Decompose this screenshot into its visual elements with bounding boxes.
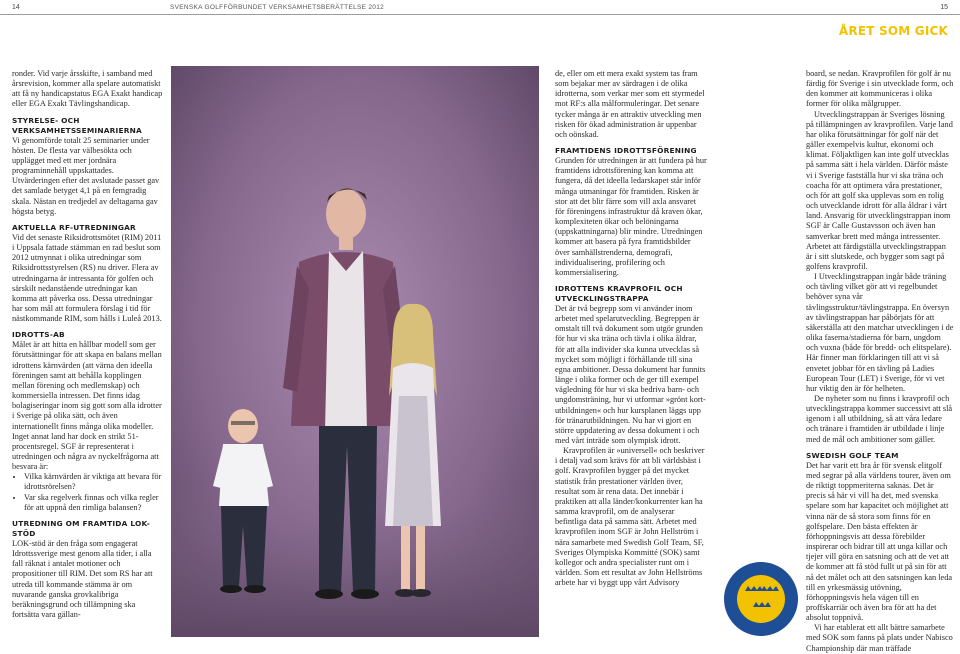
body-paragraph: de, eller om ett mera exakt system tas fram som bejakar mer av särdragen i de olika idrotterna, som verkar mer som ett styrmedel mot RF:s alla målformuleringar. Det senare tycker många är en attraktiv utveckling men risken för ökad administration är uppenbar och oönskad. — [555, 69, 705, 139]
bullet-item: • Vilka kärnvärden är viktiga att bevara för idrottsrörelsen? — [24, 472, 163, 492]
body-paragraph: Utvecklingstrappan är Sveriges lösning på tillämpningen av kravprofilen. Varje land har olika förutsättningar för golf när det gäller exempelvis kultur, ekonomi och klimat. Följaktligen kan inte golf utvecklas på samma sätt i hela världen. Därför måste vi i Sverige fastställa hur vi ska träna och coacha för att optimera våra prestationer, och för att golf ska upplevas som en rolig och utvecklande idrott för alla åldrar i vårt land. Ansvarig för utvecklingstrappan inom SGF är Calle Gustavsson och även han samverkar brett med många intressenter. Arbetet att färdigställa utvecklingstrappan är i sitt slutskede, och bygger som sagt på golfens kravprofil. — [806, 109, 953, 271]
body-paragraph: Vi har etablerat ett allt bättre samarbete med SOK som fanns på plats under Nabisco Championship där man träffade — [806, 623, 953, 653]
body-paragraph: ronder. Vid varje årsskifte, i samband med årsrevision, kommer alla spelare automatiskt att få ny handicapstatus EGA Exakt handicap eller EGA Exakt Tävlingshandicap. — [12, 69, 163, 109]
page-number-left: 14 — [12, 4, 20, 11]
section-heading: SWEDISH GOLF TEAM — [806, 450, 899, 460]
section-heading: IDROTTENS KRAVPROFIL OCH UTVECKLINGSTRAPPA — [555, 283, 683, 303]
section-heading: UTREDNING OM FRAMTIDA LOK-STÖD — [12, 518, 150, 538]
body-paragraph: Vid det senaste Riksidrottsmötet (RIM) 2011 i Uppsala fattade stämman en rad beslut som 2012 utmynnat i olika utredningar som Riksidrottsstyrelsen (RS) nu driver. Flera av utredningarna är intressanta för golfen och särskilt nedanstående utredningar kan komma att påverka oss. Dessa utredningar har som mål att formulera förslag i tid för nästkommande RIM, som hålls i Luleå 2013. — [12, 232, 162, 324]
running-head: SVENSKA GOLFFÖRBUNDET VERKSAMHETSBERÄTTELSE 2012 — [170, 4, 385, 11]
body-paragraph: Grunden för utredningen är att fundera på hur framtidens idrottsförening kan komma att fungera, då det ideella ledarskapet står inför många utmaningar för framtiden. Risken är stor att det blir färre som vill axla ansvaret för föreningens infrastruktur då kraven ökar, komplexiteten ökar och belöningarna (uppskattningarna) blir mindre. Utredningen kommer att basera på fyra framtidsbilder över samhällstrenderna, demografi, individualisering, profilering och kommersialisering. — [555, 156, 707, 277]
section-heading: FRAMTIDENS IDROTTSFÖRENING — [555, 146, 697, 156]
section-heading: AKTUELLA RF-UTREDNINGAR — [12, 222, 136, 232]
text-column-1 — [12, 69, 163, 620]
page-header — [0, 0, 960, 60]
header-rule — [0, 14, 960, 15]
bullet-list — [12, 472, 163, 513]
text-column-2 — [555, 69, 707, 588]
body-paragraph: board, se nedan. Kravprofilen för golf är nu färdig för Sverige i sin utvecklade form, och den kommer att kommuniceras i olika former för olika målgrupper. — [806, 69, 954, 109]
text-column-3 — [806, 69, 954, 654]
section-label: ÅRET SOM GICK — [838, 24, 948, 38]
logo-emblem-icon — [722, 560, 800, 637]
body-paragraph: Målet är att hitta en hållbar modell som ger förutsättningar för att skapa en balans mellan idrottens kärnvärden (att värna den ideella föreningen samt att behålla kopplingen mellan förening och medlemskap) och kommersiella intressen. Det finns idag bolagiseringar inom sig gott som alla idrotter i Sverige på olika sätt, och även internationellt finns många olika modeller. Inget annat land har dock en strikt 51-procentsregel. SGF är representerat i utredningen och några av nyckelfrågorna att besvara är: — [12, 340, 162, 472]
section-heading: IDROTTS-AB — [12, 330, 65, 340]
bullet-item: • Var ska regelverk finnas och vilka regler för att uppnå den rimliga balansen? — [24, 493, 163, 513]
body-paragraph: I Utvecklingstrappan ingår både träning och tävling vilket gör att vi regelbundet behöver syna vår tävlingsstruktur/tävlingstrappa. En översyn av tävlingstrappan har påbörjats för att säkerställa att den matchar utvecklingen i de olika faserna/stadierna för barn, ungdom och vuxna (både för bredd- och elitspelare). Här finner man förklaringen till att vi så envetet jobbar för en tävling på Ladies European Tour (LET) i Sverige, för vi vet hur viktig den är för helheten. — [806, 272, 954, 393]
body-paragraph: LOK-stöd är den fråga som engagerat Idrottssverige mest genom alla tider, i alla fall räknat i antalet motioner och propositioner till RIM. Det som RS har att utreda till kommande stämma är om nuvarande ganska grovkalibriga beräkningsgrund och tillämpning ska fortsätta vara gällan- — [12, 538, 153, 620]
page-number-right: 15 — [940, 4, 948, 11]
body-paragraph: Det har varit ett bra år för svensk elitgolf med segrar på alla världens tourer, även om de riktigt toppmeriterna saknas. Det är precis så här vi vill ha det, med svenska spelare som har kapacitet och möjlighet att vinna när de så stora som finns för en golfspelare. Den bästa effekten är förhoppningsvis att dessa förebilder inspirerar och bidrar till att unga killar och tjejer vill göra en satsning och att de vet att de kommer att få stöd fullt ut på sin för att nå det målet och att den satsningen kan leda till en yrkesmässig utövning, förhoppningsvis hela vägen till en proffskarriär och även bra för att ha det absolut toppnivå. — [806, 460, 953, 623]
family-photo — [171, 66, 539, 637]
body-paragraph: Vi genomförde totalt 25 seminarier under hösten. De flesta var välbesökta och upplägget med ett mer jordnära programinnehåll uppskattades. Utvärderingen efter det avslutade passet gav det samlade betyget 4,1 på en femgradig skala. Nästan en tredjedel av deltagarna gav högsta betyg. — [12, 135, 160, 216]
swedish-golf-team-logo — [722, 560, 800, 637]
body-paragraph: Kravprofilen är »universell« och beskriver i detalj vad som krävs för att bli världsbäst i golf. Kravprofilen bygger på det mycket statistik från prestationer världen över, resultat som är rena data. Det innebär i praktiken att alla länder/konkurrenter kan ha samma kravprofil, om de analyserar befintliga data på samma sätt. Arbetet med kravprofilen inom SGF är John Hellström i nära samarbete med Swedish Golf Team, SF, Sveriges Olympiska Kommitté (SOK) samt kollegor och andra specialister runt om i världen. Som ett resultat av John Hellströms arbete har vi byggt upp vårt Advisory — [555, 446, 705, 588]
body-paragraph: Det är två begrepp som vi använder inom arbetet med spelarutveckling. Begreppen är omstalt till två dokument som utgör grunden för hur vi ska träna och tävla i olika åldrar, för att alla individer ska kunna utvecklas så mycket som möjligt i förhållande till sina egna ambitioner. Dessa dokument har funnits länge i olika former och de ger till exempel vägledning för hur vi ska bedriva barn- och ungdomsträning, hur vi utformar »grönt kort-utbildningen« och hur kursplanen läggs upp för tränarutbildningen. Nu har vi gjort en större uppdatering av dessa dokument i och med vårt inträde som olympisk idrott. — [555, 303, 706, 445]
photo-illustration — [171, 66, 539, 637]
body-paragraph: De nyheter som nu finns i kravprofil och utvecklingstrappa kommer successivt att slå igenom i all utbildning, så att våra ledare och tränare i framtiden är utbildade i linje med de mål och ambitioner som gäller. — [806, 394, 953, 444]
section-heading: STYRELSE- OCH VERKSAMHETSSEMINARIERNA — [12, 115, 142, 135]
